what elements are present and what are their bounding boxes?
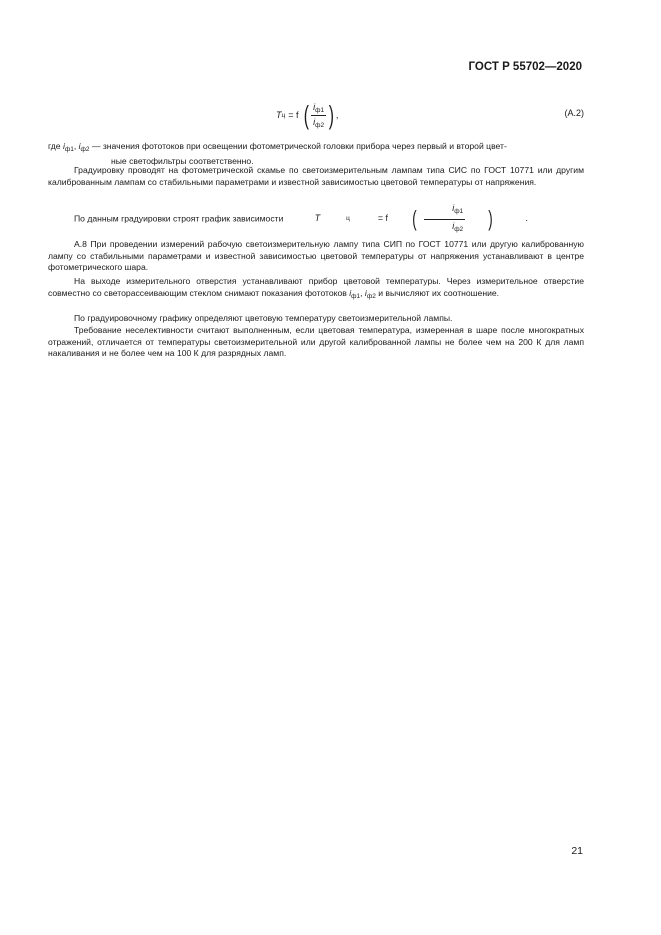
formula-fraction [311, 102, 326, 129]
formula-num-sub: ф1 [315, 106, 325, 114]
inline-den-sub: ф2 [454, 225, 464, 233]
paragraph-nonselectivity: Требование неселективности считают выполненным, если цветовая температура, измеренная в шаре после многократных отражений, отличается от температуры светоизмерительной или другой калиброванной лампы не более чем на 200 К для ламп накаливания и не более чем на 100 К для разрядных ламп. [48, 325, 584, 359]
inline-formula-lhs-sub: ц [346, 215, 350, 223]
paragraph-a8: А.8 При проведении измерений рабочую светоизмерительную лампу типа СИП по ГОСТ 10771 или другую калиброванную лампу со стабильными параметрами и известной зависимостью цветовой температуры от напряжения устанавливают в центре фотометрического шара. [48, 239, 584, 273]
where-var-1: i [62, 141, 65, 151]
inline-fraction [424, 203, 465, 235]
formula-number: (А.2) [564, 108, 584, 118]
where-var-1-sub: ф1 [64, 146, 74, 153]
measurement-var-2: i [364, 287, 367, 298]
where-sep: , [73, 141, 77, 151]
inline-numerator [424, 203, 465, 220]
measurement-var-2-sub: ф2 [366, 292, 376, 300]
graph-text: По данным градуировки строят график зависимости [74, 213, 284, 224]
document-header: ГОСТ Р 55702—2020 [468, 61, 582, 73]
formula-den-sub: ф2 [315, 121, 325, 129]
paragraph-graph-use: По градуировочному графику определяют цветовую температуру светоизмерительной лампы. [74, 313, 453, 323]
formula-a2-row [48, 95, 584, 135]
paragraph-graph [48, 203, 584, 235]
formula-trail: , [335, 110, 339, 120]
measurement-sep: , [360, 287, 363, 298]
inline-num-sub: ф1 [454, 208, 464, 215]
page-number: 21 [571, 845, 583, 857]
paragraph-calibration: Градуировку проводят на фотометрической скамье по светоизмерительным лампам типа СИС по ГОСТ 10771 или другим калиброванным лампам со стабильными параметрами и известной зависимостью цветовой температуры от напряжения. [48, 165, 584, 187]
measurement-text: На выходе измерительного отверстия устанавливают прибор цветовой температуры. Через измерительное отверстие совместно со светорассеивающим стеклом снимают показания фототоков [48, 276, 584, 298]
where-prefix: где [48, 141, 61, 151]
inline-formula-lhs: T [314, 213, 321, 224]
measurement-var-1: i [349, 287, 352, 298]
inline-formula-eq: = f [377, 213, 388, 224]
formula-paren-open: ( [303, 100, 309, 130]
graph-trail: . [525, 213, 528, 224]
formula-a2 [276, 95, 338, 135]
inline-denominator [424, 220, 465, 236]
where-line-2: ные светофильтры соответственно. [111, 155, 254, 166]
formula-lhs: T [276, 110, 282, 120]
measurement-after: и вычисляют их соотношение. [378, 287, 500, 298]
formula-den-var: i [313, 116, 316, 127]
formula-numerator [311, 102, 326, 116]
where-var-2: i [78, 141, 81, 151]
inline-paren-open: ( [412, 206, 417, 232]
inline-num-var: i [452, 203, 455, 213]
inline-den-var: i [452, 220, 455, 231]
measurement-var-1-sub: ф1 [351, 292, 361, 300]
formula-lhs-sub: ц [281, 111, 286, 119]
formula-num-var: i [313, 101, 316, 112]
formula-eq: = f [288, 110, 299, 120]
paragraph-measurement [48, 276, 584, 302]
formula-paren-close: ) [328, 100, 335, 130]
inline-paren-close: ) [488, 206, 493, 232]
where-line-1 [48, 141, 584, 156]
where-text-1: — значения фототоков при освещении фотометрической головки прибора через первый и второй цвет- [91, 141, 507, 151]
where-block [48, 141, 584, 167]
inline-formula [286, 203, 528, 235]
where-var-2-sub: ф2 [80, 146, 90, 153]
formula-denominator [311, 116, 326, 129]
